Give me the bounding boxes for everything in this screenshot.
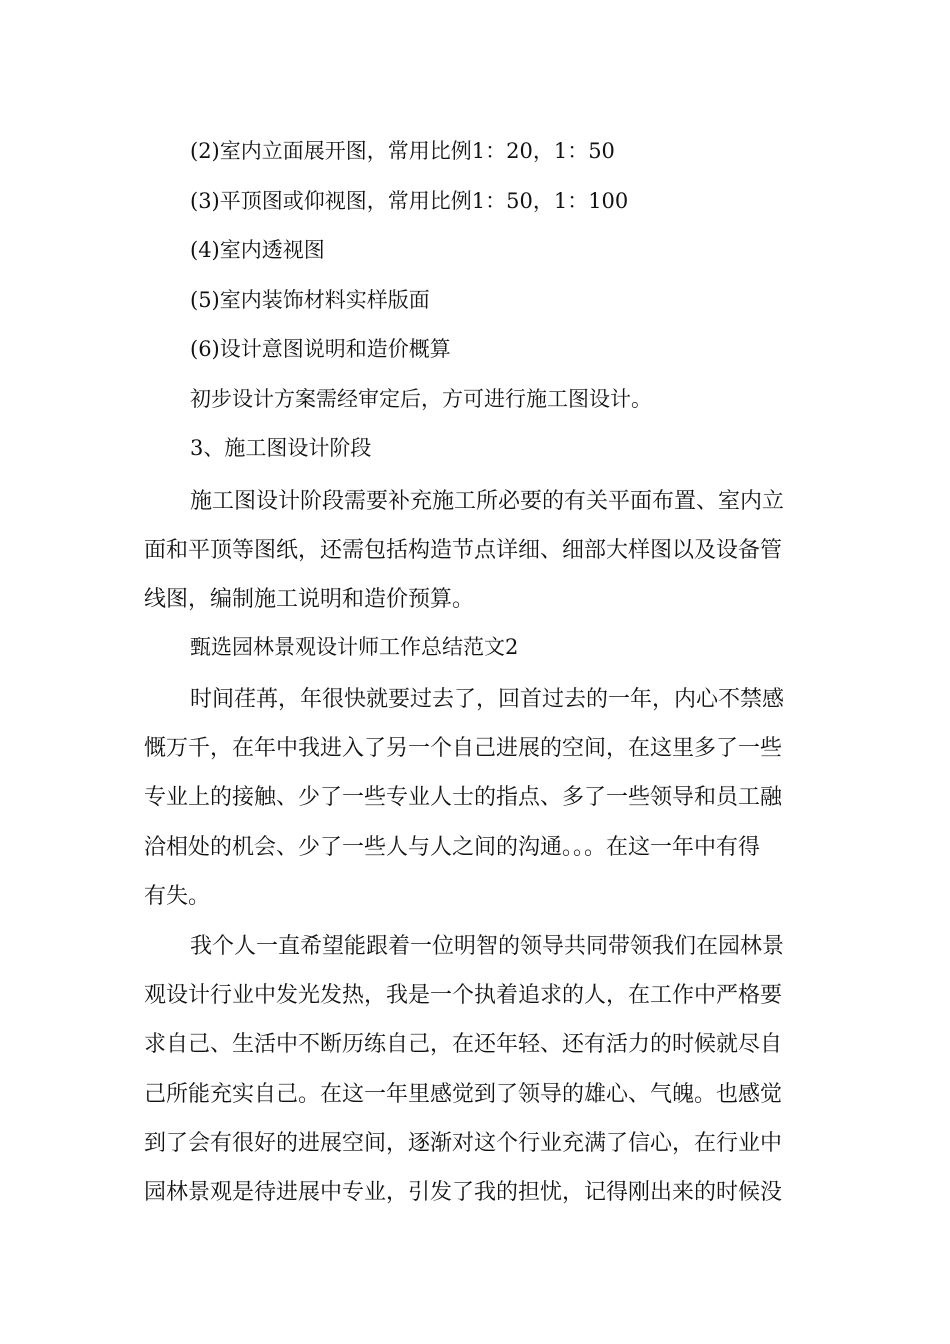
approval-sentence: 初步设计方案需经审定后，方可进行施工图设计。 [190,387,652,411]
list-item-ceiling-plan: (3)平顶图或仰视图，常用比例1：50，1：100 [190,189,629,213]
text-line: 时间荏苒，年很快就要过去了，回首过去的一年，内心不禁感 [190,687,785,712]
section-heading-construction: 3、施工图设计阶段 [190,436,372,460]
text-line: 面和平顶等图纸，还需包括构造节点详细、细部大样图以及设备管 [144,538,783,564]
text-line: 观设计行业中发光发热，我是一个执着追求的人，在工作中严格要 [144,983,783,1009]
text-line: 求自己、生活中不断历练自己，在还年轻、还有活力的时候就尽自 [144,1032,783,1058]
list-item-perspective: (4)室内透视图 [190,238,325,262]
text-line: 慨万千，在年中我进入了另一个自己进展的空间，在这里多了一些 [144,736,783,762]
text-line: 园林景观是待进展中专业，引发了我的担忧，记得刚出来的时候没 [144,1180,783,1206]
text-line: 到了会有很好的进展空间，逐渐对这个行业充满了信心，在行业中 [144,1130,783,1156]
text-line: 有失。 [144,883,211,909]
text-line: 己所能充实自己。在这一年里感觉到了领导的雄心、气魄。也感觉 [144,1081,783,1107]
text-line: 专业上的接触、少了一些专业人士的指点、多了一些领导和员工融 [144,785,783,811]
text-line: 洽相处的机会、少了一些人与人之间的沟通。。。在这一年中有得 [144,834,761,860]
text-line: 线图，编制施工说明和造价预算。 [144,587,475,613]
list-item-elevation: (2)室内立面展开图，常用比例1：20，1：50 [190,139,615,163]
paragraph-personal-goals [144,922,812,1217]
article-heading: 甄选园林景观设计师工作总结范文2 [190,635,519,659]
text-line: 我个人一直希望能跟着一位明智的领导共同带领我们在园林景 [190,934,785,959]
text-line: 施工图设计阶段需要补充施工所必要的有关平面布置、室内立 [190,489,785,514]
paragraph-year-review [144,675,812,921]
list-item-design-notes: (6)设计意图说明和造价概算 [190,337,451,361]
list-item-material-board: (5)室内装饰材料实样版面 [190,288,430,312]
paragraph-construction-drawings [144,477,812,625]
